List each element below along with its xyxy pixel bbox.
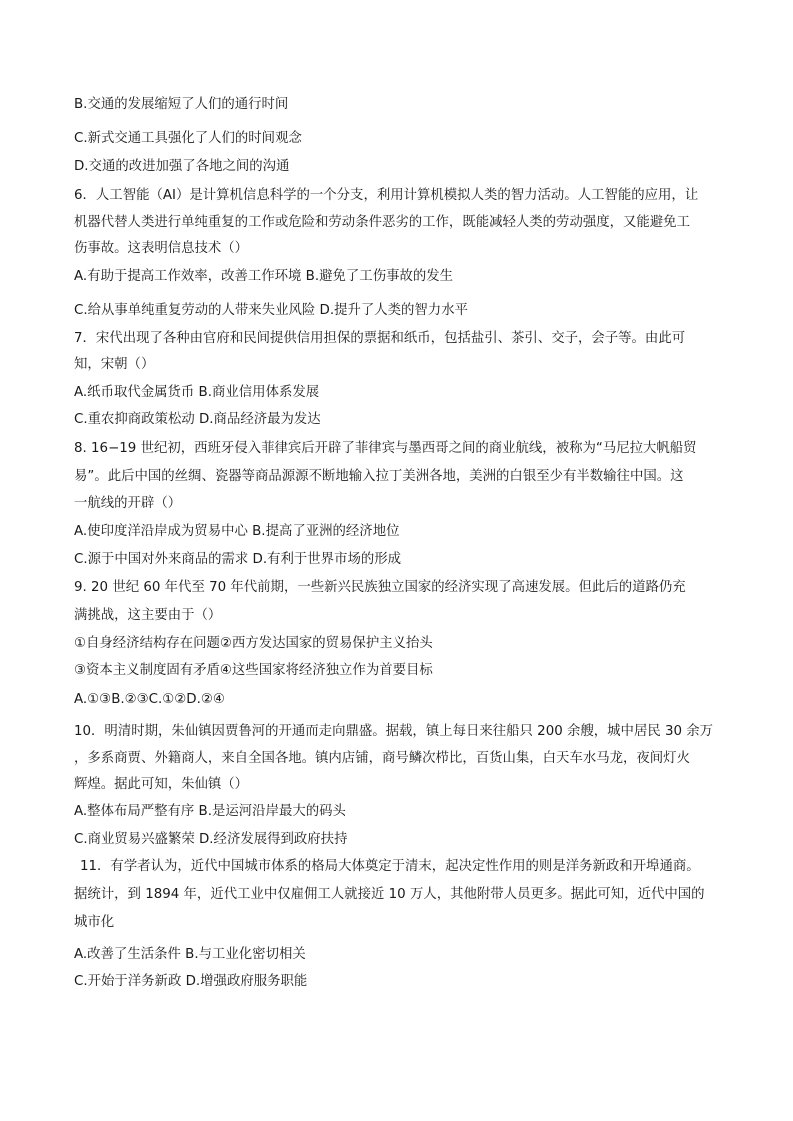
q5-option-d: D.交通的改进加强了各地之间的沟通	[74, 159, 290, 174]
q5-option-c: C.新式交通工具强化了人们的时间观念	[74, 131, 302, 146]
q11-stem-line-2: 据统计，到 1894 年，近代工业中仅雇佣工人就接近 10 万人，其他附带人员更多。据此可知，近代中国的	[74, 887, 705, 902]
q8-stem-line-3: 一航线的开辟（）	[74, 496, 182, 511]
q8-options-ab: A.使印度洋沿岸成为贸易中心 B.提高了亚洲的经济地位	[74, 524, 400, 539]
q6-options-ab: A.有助于提高工作效率，改善工作环境 B.避免了工伤事故的发生	[74, 269, 454, 284]
q11-options-ab: A.改善了生活条件 B.与工业化密切相关	[74, 947, 306, 962]
q5-option-b: B.交通的发展缩短了人们的通行时间	[74, 97, 289, 112]
q7-stem-line-2: 知，宋朝（）	[74, 357, 155, 372]
q9-options: A.①③B.②③C.①②D.②④	[74, 692, 225, 707]
q7-options-ab: A.纸币取代金属货币 B.商业信用体系发展	[74, 385, 320, 400]
q10-stem-line-2: ，多系商贾、外籍商人，来自全国各地。镇内店铺，商号鳞次栉比，百货山集，白天车水马龙，夜间灯火	[74, 751, 690, 766]
q8-stem-line-1: 8. 16−19 世纪初，西班牙侵入菲律宾后开辟了菲律宾与墨西哥之间的商业航线，被称为“马尼拉大帆船贸	[74, 441, 697, 456]
q10-stem-line-3: 辉煌。据此可知，朱仙镇（）	[74, 777, 249, 792]
q10-options-ab: A.整体布局严整有序 B.是运河沿岸最大的码头	[74, 804, 346, 819]
q11-stem-line-3: 城市化	[74, 915, 115, 930]
q9-statements-12: ①自身经济结构存在问题②西方发达国家的贸易保护主义抬头	[74, 636, 433, 651]
q9-stem-line-2: 满挑战，这主要由于（）	[74, 608, 222, 623]
q11-options-cd: C.开始于洋务新政 D.增强政府服务职能	[74, 974, 308, 989]
q9-stem-line-1: 9. 20 世纪 60 年代至 70 年代前期，一些新兴民族独立国家的经济实现了高速发展。但此后的道路仍充	[74, 580, 686, 595]
q8-stem-line-2: 易”。此后中国的丝绸、瓷器等商品源源不断地输入拉丁美洲各地，美洲的白银至少有半数输往中国。这	[74, 469, 684, 484]
q10-options-cd: C.商业贸易兴盛繁荣 D.经济发展得到政府扶持	[74, 832, 348, 847]
q10-stem-line-1: 10．明清时期，朱仙镇因贾鲁河的开通而走向鼎盛。据载，镇上每日来往船只 200 余艘，城中居民 30 余万	[74, 724, 714, 739]
q9-statements-34: ③资本主义制度固有矛盾④这些国家将经济独立作为首要目标	[74, 663, 433, 678]
q6-stem-line-2: 机器代替人类进行单纯重复的工作或危险和劳动条件恶劣的工作，既能减轻人类的劳动强度，又能避免工	[74, 215, 690, 230]
q6-stem-line-1: 6．人工智能（AI）是计算机信息科学的一个分支，利用计算机模拟人类的智力活动。人工智能的应用，让	[74, 188, 699, 203]
q6-options-cd: C.给从事单纯重复劳动的人带来失业风险 D.提升了人类的智力水平	[74, 303, 468, 318]
q7-options-cd: C.重农抑商政策松动 D.商品经济最为发达	[74, 412, 321, 427]
q7-stem-line-1: 7．宋代出现了各种由官府和民间提供信用担保的票据和纸币，包括盐引、茶引、交子，会子等。由此可	[74, 331, 686, 346]
q11-stem-line-1: 11．有学者认为，近代中国城市体系的格局大体奠定于清末，起决定性作用的则是洋务新政和开埠通商。	[80, 859, 700, 874]
q8-options-cd: C.源于中国对外来商品的需求 D.有利于世界市场的形成	[74, 552, 402, 567]
q6-stem-line-3: 伤事故。这表明信息技术（）	[74, 241, 249, 256]
